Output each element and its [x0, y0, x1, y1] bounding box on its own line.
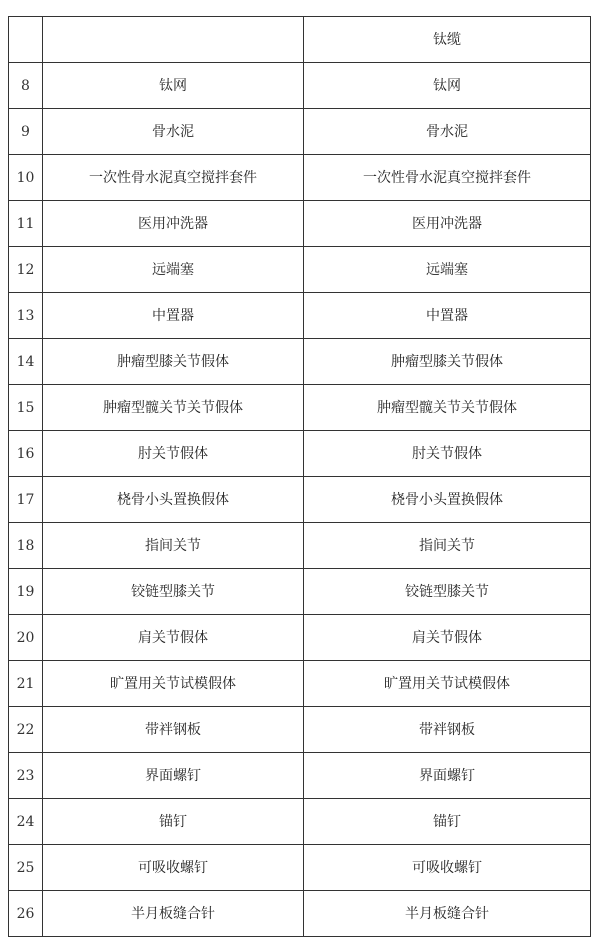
table-row	[9, 661, 591, 707]
row-number-cell: 26	[9, 891, 43, 937]
item-cell-a: 中置器	[43, 293, 304, 339]
item-cell-a: 半月板缝合针	[43, 891, 304, 937]
table-row	[9, 201, 591, 247]
table-row	[9, 155, 591, 201]
row-number-cell: 11	[9, 201, 43, 247]
item-cell-a: 肿瘤型膝关节假体	[43, 339, 304, 385]
item-cell-b: 远端塞	[304, 247, 591, 293]
row-number-cell: 16	[9, 431, 43, 477]
row-number-cell: 17	[9, 477, 43, 523]
item-cell-a: 肩关节假体	[43, 615, 304, 661]
item-cell-b: 肿瘤型髋关节关节假体	[304, 385, 591, 431]
table-row	[9, 293, 591, 339]
row-number-cell: 13	[9, 293, 43, 339]
item-cell-b: 钛缆	[304, 17, 591, 63]
item-cell-b: 铰链型膝关节	[304, 569, 591, 615]
item-cell-b: 锚钉	[304, 799, 591, 845]
table-row	[9, 477, 591, 523]
row-number-cell: 23	[9, 753, 43, 799]
table-row	[9, 63, 591, 109]
table-row	[9, 707, 591, 753]
item-cell-b: 钛网	[304, 63, 591, 109]
item-cell-a: 骨水泥	[43, 109, 304, 155]
item-cell-b: 骨水泥	[304, 109, 591, 155]
item-cell-a: 旷置用关节试模假体	[43, 661, 304, 707]
table-row	[9, 845, 591, 891]
item-cell-b: 可吸收螺钉	[304, 845, 591, 891]
row-number-cell: 19	[9, 569, 43, 615]
item-cell-a: 钛网	[43, 63, 304, 109]
item-cell-a: 界面螺钉	[43, 753, 304, 799]
row-number-cell: 24	[9, 799, 43, 845]
table-row	[9, 615, 591, 661]
table-row	[9, 385, 591, 431]
item-cell-b: 肩关节假体	[304, 615, 591, 661]
item-cell-b: 中置器	[304, 293, 591, 339]
table-row	[9, 247, 591, 293]
item-cell-b: 肘关节假体	[304, 431, 591, 477]
table-row	[9, 339, 591, 385]
row-number-cell: 10	[9, 155, 43, 201]
row-number-cell: 9	[9, 109, 43, 155]
table-row	[9, 799, 591, 845]
table-row	[9, 569, 591, 615]
item-cell-a: 铰链型膝关节	[43, 569, 304, 615]
row-number-cell	[9, 17, 43, 63]
item-cell-b: 指间关节	[304, 523, 591, 569]
row-number-cell: 14	[9, 339, 43, 385]
row-number-cell: 22	[9, 707, 43, 753]
item-cell-b: 医用冲洗器	[304, 201, 591, 247]
item-cell-b: 一次性骨水泥真空搅拌套件	[304, 155, 591, 201]
item-cell-a: 锚钉	[43, 799, 304, 845]
item-cell-a: 指间关节	[43, 523, 304, 569]
item-cell-b: 桡骨小头置换假体	[304, 477, 591, 523]
item-cell-b: 半月板缝合针	[304, 891, 591, 937]
row-number-cell: 8	[9, 63, 43, 109]
item-cell-a: 可吸收螺钉	[43, 845, 304, 891]
item-cell-a: 医用冲洗器	[43, 201, 304, 247]
table-body	[9, 17, 591, 937]
table-row	[9, 891, 591, 937]
table-row	[9, 523, 591, 569]
product-table	[8, 16, 591, 937]
item-cell-a	[43, 17, 304, 63]
table-row	[9, 431, 591, 477]
item-cell-b: 带袢钢板	[304, 707, 591, 753]
table-row	[9, 17, 591, 63]
item-cell-b: 肿瘤型膝关节假体	[304, 339, 591, 385]
row-number-cell: 18	[9, 523, 43, 569]
item-cell-a: 一次性骨水泥真空搅拌套件	[43, 155, 304, 201]
item-cell-b: 界面螺钉	[304, 753, 591, 799]
table-row	[9, 753, 591, 799]
row-number-cell: 20	[9, 615, 43, 661]
item-cell-a: 桡骨小头置换假体	[43, 477, 304, 523]
table-row	[9, 109, 591, 155]
item-cell-a: 远端塞	[43, 247, 304, 293]
item-cell-a: 带袢钢板	[43, 707, 304, 753]
row-number-cell: 15	[9, 385, 43, 431]
row-number-cell: 21	[9, 661, 43, 707]
row-number-cell: 25	[9, 845, 43, 891]
row-number-cell: 12	[9, 247, 43, 293]
item-cell-a: 肘关节假体	[43, 431, 304, 477]
item-cell-b: 旷置用关节试模假体	[304, 661, 591, 707]
item-cell-a: 肿瘤型髋关节关节假体	[43, 385, 304, 431]
